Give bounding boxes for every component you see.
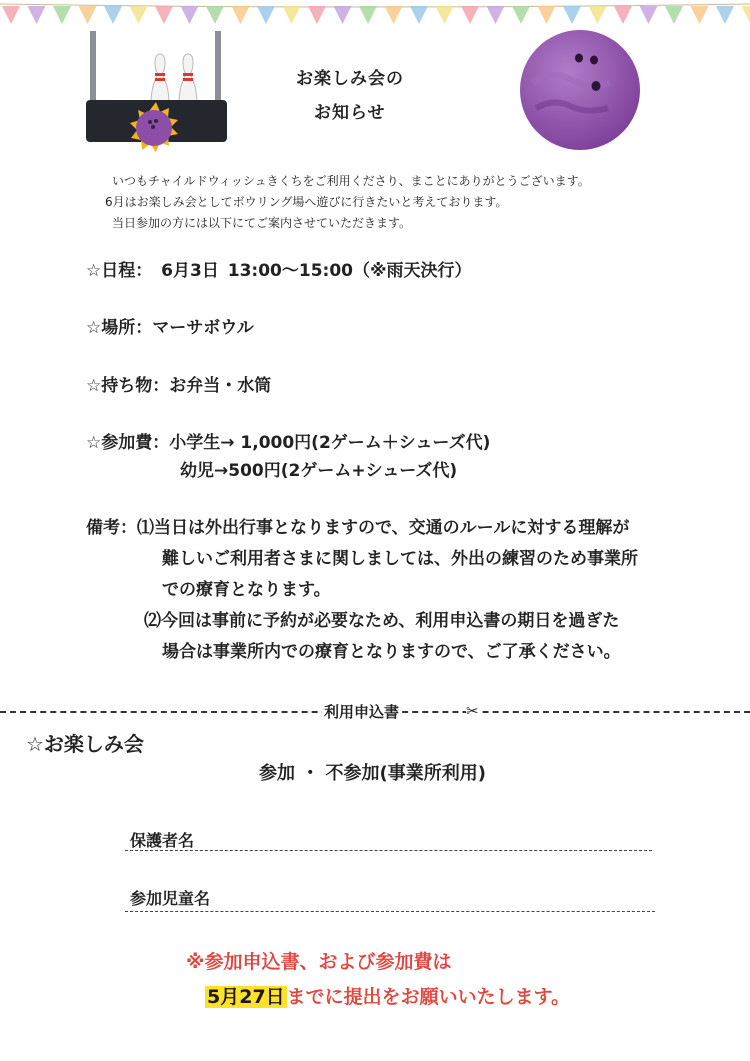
child-name-label: 参加児童名 — [130, 889, 211, 908]
notice-line-2-text: までに提出をお願いいたします。 — [286, 986, 571, 1008]
intro-line: いつもチャイルドウィッシュきくちをご利用くださり、まことにありがとうございます。 — [112, 174, 590, 188]
bowling-pins-icon — [84, 28, 234, 164]
title-line-2: お知らせ — [314, 103, 386, 123]
attendance-choice: 参加 ・ 不参加(事業所利用) — [259, 763, 486, 784]
note-line: ⑵今回は事前に予約が必要なため、利用申込書の期日を過ぎた — [144, 611, 620, 631]
form-event-name: ☆お楽しみ会 — [26, 732, 144, 756]
deadline-date: 5月27日 — [207, 986, 285, 1008]
notice-title — [296, 62, 404, 130]
note-line: 難しいご利用者さまに関しましては、外出の練習のため事業所 — [162, 549, 638, 569]
schedule-date: 6月3日 — [158, 261, 222, 281]
bunting-decoration — [0, 0, 750, 30]
place-row: ☆場所：マーサボウル — [86, 318, 254, 338]
form-title: 利用申込書 — [324, 703, 400, 721]
scissors-icon: ✂ — [466, 702, 479, 720]
title-line-1: お楽しみ会の — [296, 69, 404, 89]
schedule-label: ☆日程： — [86, 261, 153, 281]
intro-line: 6月はお楽しみ会としてボウリング場へ遊びに行きたいと考えております。 — [105, 195, 508, 209]
bowling-ball-icon — [518, 28, 642, 152]
schedule-time: 13:00〜15:00（※雨天決行） — [227, 261, 472, 281]
child-name-field[interactable] — [125, 911, 655, 912]
fee-row: ☆参加費：小学生→ 1,000円(2ゲーム＋シューズ代) — [86, 433, 491, 453]
notes-section — [86, 513, 638, 668]
guardian-name-field[interactable] — [125, 850, 652, 851]
cut-line — [0, 701, 750, 723]
fee-row-child: 幼児→500円(2ゲーム+シューズ代) — [180, 461, 458, 481]
note-line: 備考：⑴当日は外出行事となりますので、交通のルールに対する理解が — [86, 518, 630, 538]
belongings-row: ☆持ち物：お弁当・水筒 — [86, 376, 272, 396]
notice-line-2 — [205, 982, 570, 1009]
intro-line: 当日参加の方には以下にてご案内させていただきます。 — [112, 216, 412, 230]
schedule-row — [86, 256, 472, 281]
note-line: 場合は事業所内での療育となりますので、ご了承ください。 — [162, 642, 621, 662]
notice-line-1: ※参加申込書、および参加費は — [186, 951, 452, 973]
note-line: での療育となります。 — [162, 580, 331, 600]
guardian-name-label: 保護者名 — [130, 831, 195, 850]
intro-paragraph — [105, 171, 590, 234]
